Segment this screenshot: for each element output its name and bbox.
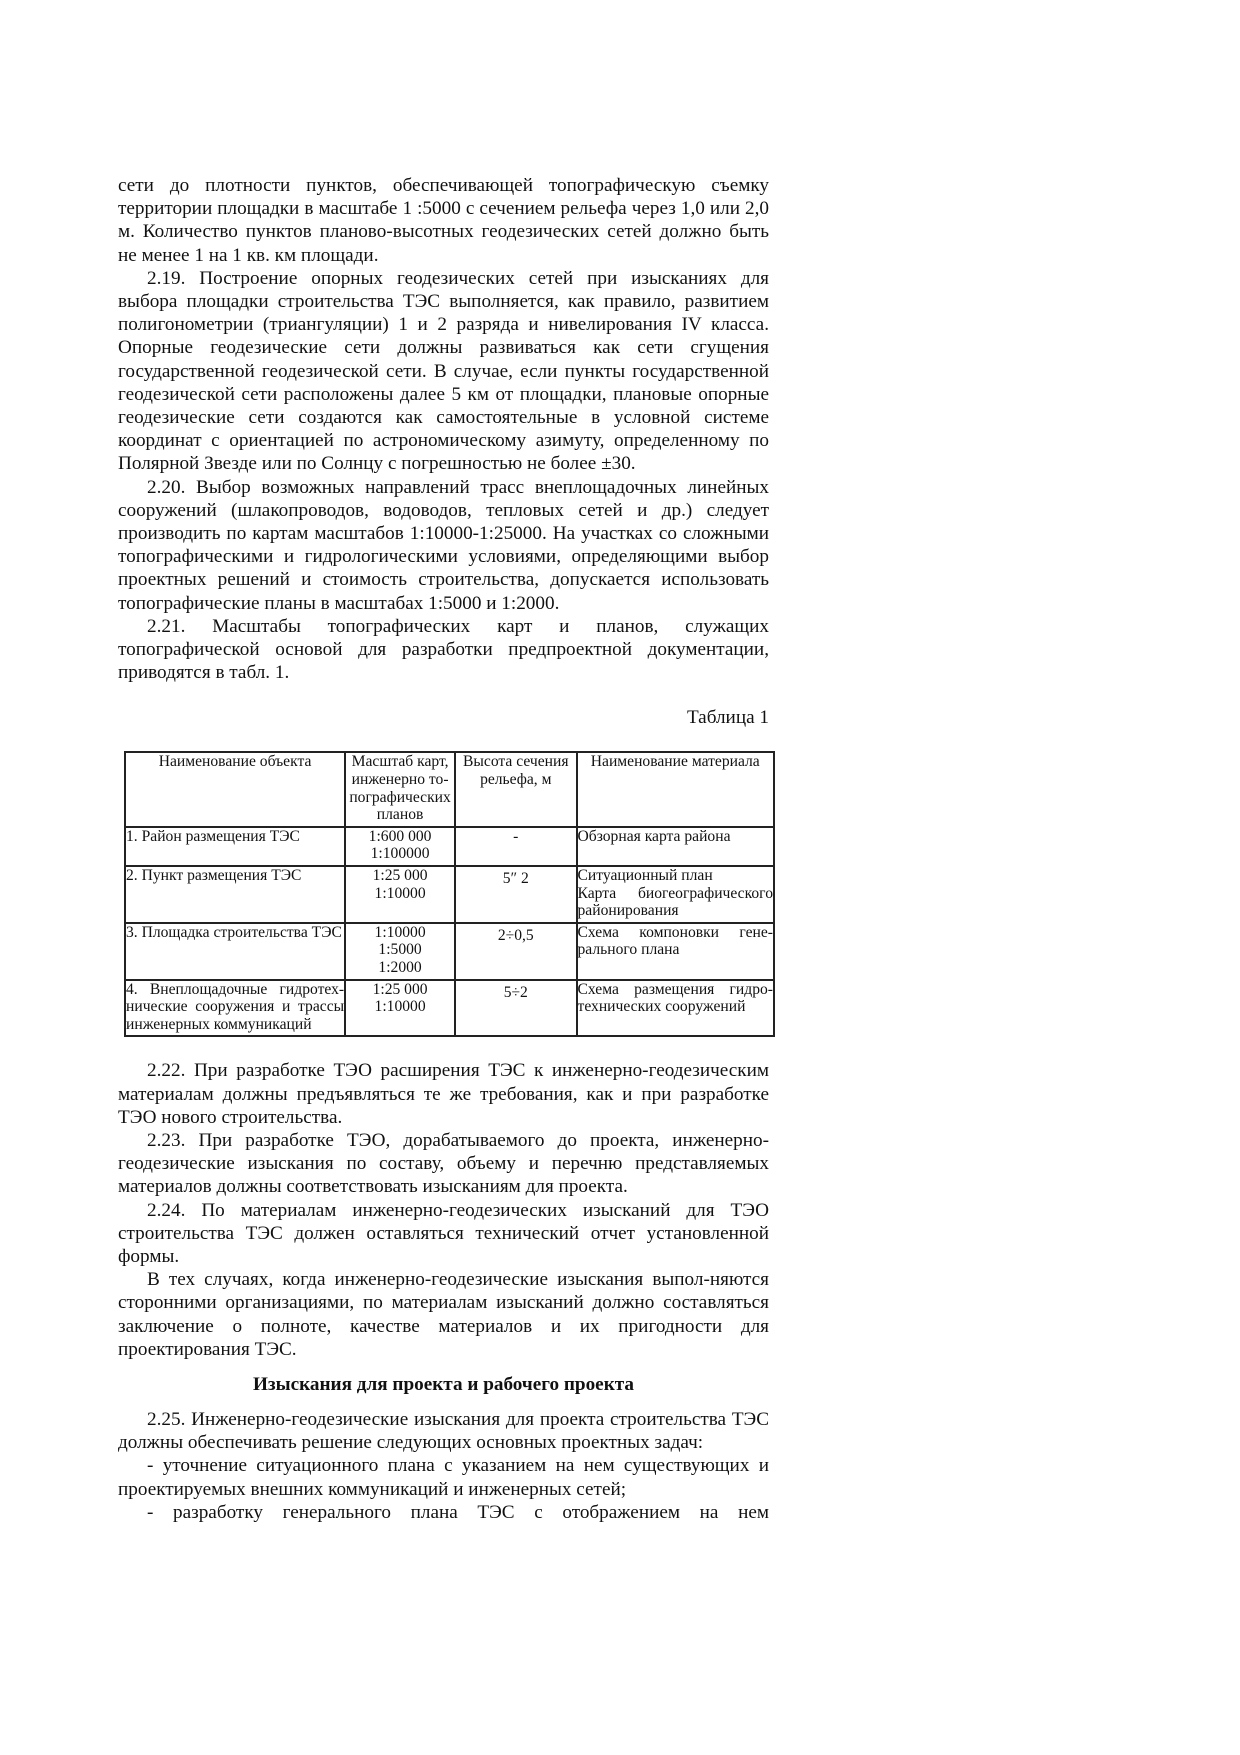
paragraph-2-23: 2.23. При разработке ТЭО, дорабатываемого до проекта, инженерно-геодезические изыскания по составу, объему и перечню представляемых материалов должны соответствовать изысканиям для проекта.	[118, 1129, 769, 1198]
paragraph-2-25: 2.25. Инженерно-геодезические изыскания для проекта строительства ТЭС должны обеспечивать решение следующих основных проектных задач:	[118, 1409, 769, 1454]
cell-material: Схема размещения гидро-технических сооружений	[577, 980, 775, 1037]
header-material: Наименование материала	[577, 752, 775, 826]
table-row	[125, 866, 774, 923]
header-scale: Масштаб карт, инженерно то-пографических планов	[345, 752, 455, 826]
table-row	[125, 827, 774, 866]
header-object: Наименование объекта	[125, 752, 345, 826]
table-caption: Таблица 1	[686, 707, 769, 729]
cell-height: 5″ 2	[455, 866, 576, 923]
post-table-block	[118, 1059, 769, 1361]
list-item: - уточнение ситуационного плана с указанием на нем существующих и проектируемых внешних коммуникаций и инженерных сетей;	[118, 1455, 769, 1500]
table-header-row	[125, 752, 774, 826]
cell-object: 2. Пункт размещения ТЭС	[125, 866, 345, 923]
section-heading: Изыскания для проекта и рабочего проекта	[252, 1374, 635, 1396]
cell-object: 1. Район размещения ТЭС	[125, 827, 345, 866]
cell-height: -	[455, 827, 576, 866]
header-height: Высота сечения рельефа, м	[455, 752, 576, 826]
cell-scale: 1:600 000 1:100000	[345, 827, 455, 866]
paragraph-2-24: 2.24. По материалам инженерно-геодезических изысканий для ТЭО строительства ТЭС должен оставляться технический отчет установленной формы.	[118, 1199, 769, 1267]
paragraph-third-party: В тех случаях, когда инженерно-геодезические изыскания выпол-няются сторонними организациями, по материалам изысканий должно составляться заключение о полноте, качестве материалов и их пригодности для проектирования ТЭС.	[118, 1269, 769, 1360]
cell-scale: 1:10000 1:5000 1:2000	[345, 923, 455, 980]
paragraph-2-19: 2.19. Построение опорных геодезических сетей при изысканиях для выбора площадки строительства ТЭС выполняется, как правило, развитием полигонометрии (триангуляции) 1 и 2 разряда и нивелирования IV класса. Опорные геодезические сети должны развиваться как сети сгущения государственной геодезической сети. В случае, если пункты государственной геодезической сети расположены далее 5 км от площадки, плановые опорные геодезические сети создаются как самостоятельные в условной системе координат с ориентацией по астрономическому азимуту, определенному по Полярной Звезде или по Солнцу с погрешностью не более ±30.	[118, 267, 769, 475]
table-row	[125, 923, 774, 980]
table-row	[125, 980, 774, 1037]
cell-height: 5÷2	[455, 980, 576, 1037]
list-item: - разработку генерального плана ТЭС с отображением на нем	[147, 1501, 769, 1523]
cell-height: 2÷0,5	[455, 923, 576, 980]
scales-table	[124, 751, 775, 1037]
paragraph-continuation: сети до плотности пунктов, обеспечивающей топографическую съемку территории площадки в масштабе 1 :5000 с сечением рельефа через 1,0 или 2,0 м. Количество пунктов планово-высотных геодезических сетей должно быть не менее 1 на 1 кв. км площади.	[118, 175, 769, 266]
cell-object: 3. Площадка строительства ТЭС	[125, 923, 345, 980]
cell-object: 4. Внеплощадочные гидротех-нические сооружения и трассы инженерных коммуникаций	[125, 980, 345, 1037]
cell-scale: 1:25 000 1:10000	[345, 980, 455, 1037]
document-page	[118, 174, 773, 1524]
cell-material: Схема компоновки гене-рального плана	[577, 923, 775, 980]
paragraph-2-20: 2.20. Выбор возможных направлений трасс внеплощадочных линейных сооружений (шлакопроводов, водоводов, тепловых сетей и др.) следует производить по картам масштабов 1:10000-1:25000. На участках со сложными топографическими и гидрологическими условиями, определяющими выбор проектных решений и стоимость строительства, допускается использовать топографические планы в масштабах 1:5000 и 1:2000.	[118, 476, 769, 614]
cell-material: Ситуационный план Карта биогеографического районирования	[577, 866, 775, 923]
paragraph-2-22: 2.22. При разработке ТЭО расширения ТЭС к инженерно-геодезическим материалам должны предъявляться те же требования, как и при разработке ТЭО нового строительства.	[118, 1060, 769, 1128]
cell-material: Обзорная карта района	[577, 827, 775, 866]
paragraph-2-21: 2.21. Масштабы топографических карт и планов, служащих топографической основой для разработки предпроектной документации, приводятся в табл. 1.	[118, 615, 769, 684]
cell-scale: 1:25 000 1:10000	[345, 866, 455, 923]
